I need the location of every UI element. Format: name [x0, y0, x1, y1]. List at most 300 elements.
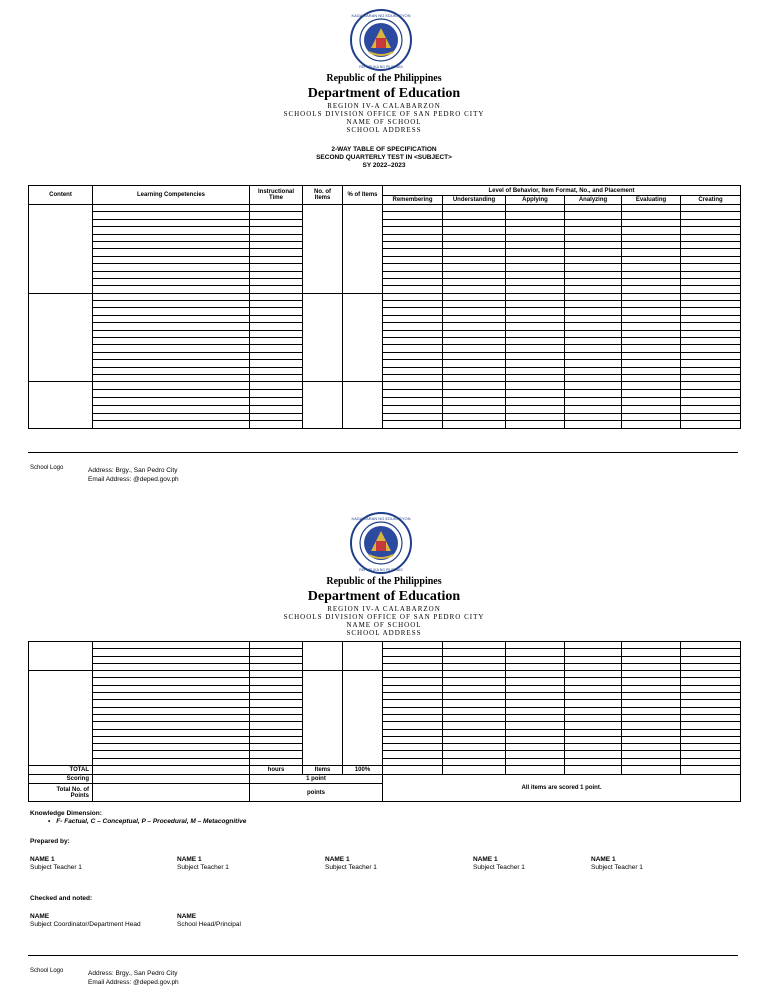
time-cell	[250, 758, 303, 765]
table-row	[29, 685, 741, 692]
prepared-by-label: Prepared by:	[30, 838, 70, 845]
school-address-text: SCHOOL ADDRESS	[346, 629, 422, 637]
level-cell	[565, 249, 622, 256]
total-points-label: Total No. of Points	[29, 784, 93, 802]
table-row	[29, 352, 741, 359]
level-cell	[506, 323, 565, 330]
competency-cell	[93, 308, 250, 315]
level-cell	[565, 330, 622, 337]
table-row	[29, 678, 741, 685]
competency-cell	[93, 330, 250, 337]
competency-cell	[93, 286, 250, 293]
time-cell	[250, 234, 303, 241]
level-cell	[443, 330, 506, 337]
level-cell	[383, 766, 443, 775]
level-cell	[443, 678, 506, 685]
competency-cell	[93, 278, 250, 285]
footer-contact	[88, 969, 179, 987]
document-title	[0, 146, 768, 170]
footer-address: Address: Brgy., San Pedro City	[88, 467, 178, 474]
content-cell	[29, 642, 93, 671]
scoring-blank	[93, 775, 250, 784]
level-cell	[506, 707, 565, 714]
prepared-signatory: NAME 1 Subject Teacher 1	[591, 856, 643, 871]
competency-cell	[93, 678, 250, 685]
level-cell	[681, 421, 741, 429]
level-cell	[622, 374, 681, 381]
competency-cell	[93, 360, 250, 367]
total-row	[29, 766, 741, 775]
level-cell	[681, 751, 741, 758]
competency-cell	[93, 656, 250, 663]
competency-cell	[93, 256, 250, 263]
level-cell	[383, 693, 443, 700]
time-cell	[250, 212, 303, 219]
level-cell	[565, 751, 622, 758]
level-cell	[622, 367, 681, 374]
level-cell	[622, 360, 681, 367]
competency-cell	[93, 301, 250, 308]
level-cell	[681, 293, 741, 300]
level-cell	[622, 227, 681, 234]
level-cell	[443, 656, 506, 663]
level-cell	[681, 663, 741, 670]
level-cell	[565, 744, 622, 751]
competency-cell	[93, 729, 250, 736]
level-cell	[565, 707, 622, 714]
time-cell	[250, 301, 303, 308]
level-cell	[681, 700, 741, 707]
competency-cell	[93, 736, 250, 743]
level-cell	[565, 382, 622, 390]
level-cell	[565, 390, 622, 398]
content-cell	[29, 671, 93, 766]
level-cell	[622, 390, 681, 398]
evaluating-header: Evaluating	[622, 196, 681, 205]
time-cell	[250, 671, 303, 678]
scoring-label: Scoring	[29, 775, 93, 784]
region-text: REGION IV-A CALABARZON	[327, 605, 441, 613]
level-cell	[622, 736, 681, 743]
level-cell	[565, 323, 622, 330]
level-cell	[506, 293, 565, 300]
table-row	[29, 286, 741, 293]
level-cell	[506, 308, 565, 315]
level-cell	[506, 286, 565, 293]
time-cell	[250, 249, 303, 256]
level-cell	[443, 700, 506, 707]
competency-cell	[93, 714, 250, 721]
table-row	[29, 264, 741, 271]
level-cell	[565, 227, 622, 234]
level-cell	[681, 642, 741, 649]
level-cell	[681, 685, 741, 692]
competency-cell	[93, 315, 250, 322]
level-cell	[565, 360, 622, 367]
time-cell	[250, 219, 303, 226]
level-cell	[565, 367, 622, 374]
level-cell	[565, 397, 622, 405]
level-cell	[506, 227, 565, 234]
level-cell	[565, 278, 622, 285]
time-cell	[250, 729, 303, 736]
level-cell	[506, 278, 565, 285]
time-cell	[250, 405, 303, 413]
school-name-text: NAME OF SCHOOL	[346, 118, 422, 126]
competency-cell	[93, 421, 250, 429]
level-cell	[383, 736, 443, 743]
level-cell	[506, 219, 565, 226]
office-block	[0, 605, 768, 637]
level-cell	[681, 397, 741, 405]
time-cell	[250, 323, 303, 330]
competency-cell	[93, 693, 250, 700]
level-cell	[506, 656, 565, 663]
level-cell	[565, 714, 622, 721]
level-cell	[622, 421, 681, 429]
title-line-2: SECOND QUARTERLY TEST IN <SUBJECT>	[316, 154, 452, 161]
level-cell	[443, 315, 506, 322]
time-cell	[250, 656, 303, 663]
table-row	[29, 736, 741, 743]
time-cell	[250, 649, 303, 656]
level-cell	[443, 722, 506, 729]
level-cell	[383, 397, 443, 405]
footer-email: Email Address: @deped.gov.ph	[88, 476, 179, 483]
level-cell	[443, 693, 506, 700]
level-cell	[443, 382, 506, 390]
level-cell	[565, 308, 622, 315]
level-cell	[681, 693, 741, 700]
level-cell	[622, 219, 681, 226]
table-row	[29, 397, 741, 405]
level-cell	[383, 205, 443, 212]
level-cell	[443, 413, 506, 421]
level-cell	[443, 323, 506, 330]
level-cell	[506, 736, 565, 743]
time-cell	[250, 714, 303, 721]
table-row	[29, 421, 741, 429]
competency-cell	[93, 338, 250, 345]
level-cell	[565, 413, 622, 421]
time-cell	[250, 345, 303, 352]
level-cell	[681, 308, 741, 315]
level-cell	[565, 286, 622, 293]
instructional-time-header: Instructional Time	[250, 186, 303, 205]
table-row	[29, 205, 741, 212]
level-cell	[622, 693, 681, 700]
department-title: Department of Education	[307, 589, 461, 604]
table-row	[29, 212, 741, 219]
level-cell	[565, 405, 622, 413]
table-row	[29, 308, 741, 315]
level-cell	[622, 264, 681, 271]
table-row	[29, 642, 741, 649]
knowledge-dimension-label: Knowledge Dimension:	[30, 810, 102, 817]
level-cell	[383, 707, 443, 714]
level-cell	[681, 205, 741, 212]
time-cell	[250, 707, 303, 714]
level-cell	[443, 751, 506, 758]
percent-items-header: % of Items	[343, 186, 383, 205]
level-cell	[622, 642, 681, 649]
time-cell	[250, 330, 303, 337]
level-cell	[565, 766, 622, 775]
table-row	[29, 751, 741, 758]
creating-header: Creating	[681, 196, 741, 205]
level-cell	[383, 345, 443, 352]
level-cell	[622, 330, 681, 337]
level-cell	[383, 751, 443, 758]
level-cell	[565, 212, 622, 219]
level-cell	[622, 315, 681, 322]
percent-cell	[343, 642, 383, 671]
total-label: TOTAL	[29, 766, 93, 775]
level-cell	[506, 685, 565, 692]
level-cell	[622, 397, 681, 405]
level-cell	[383, 758, 443, 765]
items-cell	[303, 671, 343, 766]
level-cell	[681, 722, 741, 729]
level-cell	[506, 249, 565, 256]
level-cell	[622, 678, 681, 685]
level-cell	[383, 352, 443, 359]
level-cell	[383, 360, 443, 367]
level-cell	[622, 234, 681, 241]
level-cell	[622, 382, 681, 390]
total-percent: 100%	[343, 766, 383, 775]
no-of-items-header: No. of Items	[303, 186, 343, 205]
time-cell	[250, 286, 303, 293]
level-cell	[622, 205, 681, 212]
level-cell	[622, 241, 681, 248]
level-cell	[622, 685, 681, 692]
analyzing-header: Analyzing	[565, 196, 622, 205]
level-cell	[565, 219, 622, 226]
level-cell	[681, 649, 741, 656]
time-cell	[250, 744, 303, 751]
level-cell	[383, 323, 443, 330]
level-cell	[383, 722, 443, 729]
level-cell	[506, 744, 565, 751]
table-row	[29, 338, 741, 345]
level-cell	[506, 671, 565, 678]
level-cell	[506, 700, 565, 707]
competency-cell	[93, 751, 250, 758]
level-cell	[443, 205, 506, 212]
level-cell	[622, 758, 681, 765]
time-cell	[250, 352, 303, 359]
level-cell	[506, 212, 565, 219]
competency-cell	[93, 413, 250, 421]
remembering-header: Remembering	[383, 196, 443, 205]
level-cell	[681, 736, 741, 743]
level-cell	[506, 382, 565, 390]
total-points-value: points	[250, 784, 383, 802]
table-row	[29, 758, 741, 765]
level-cell	[383, 678, 443, 685]
level-cell	[681, 405, 741, 413]
level-cell	[443, 241, 506, 248]
school-name-text: NAME OF SCHOOL	[346, 621, 422, 629]
level-cell	[506, 264, 565, 271]
level-cell	[622, 405, 681, 413]
level-cell	[681, 249, 741, 256]
items-cell	[303, 293, 343, 382]
level-cell	[443, 642, 506, 649]
level-cell	[443, 219, 506, 226]
competency-cell	[93, 685, 250, 692]
content-cell	[29, 382, 93, 429]
level-cell	[383, 744, 443, 751]
deped-seal	[349, 8, 413, 72]
level-cell	[565, 205, 622, 212]
competency-cell	[93, 205, 250, 212]
level-cell	[383, 264, 443, 271]
title-line-1: 2-WAY TABLE OF SPECIFICATION	[331, 146, 437, 153]
level-cell	[383, 700, 443, 707]
level-cell	[506, 413, 565, 421]
level-cell	[681, 678, 741, 685]
level-cell	[622, 212, 681, 219]
level-cell	[565, 293, 622, 300]
competency-cell	[93, 264, 250, 271]
level-cell	[383, 649, 443, 656]
table-row	[29, 241, 741, 248]
level-cell	[506, 367, 565, 374]
checked-signatory: NAME Subject Coordinator/Department Head	[30, 913, 141, 928]
level-cell	[443, 374, 506, 381]
level-cell	[565, 301, 622, 308]
level-cell	[622, 700, 681, 707]
level-cell	[443, 256, 506, 263]
level-cell	[383, 241, 443, 248]
time-cell	[250, 736, 303, 743]
level-cell	[443, 685, 506, 692]
table-row	[29, 707, 741, 714]
level-cell	[383, 219, 443, 226]
level-cell	[383, 671, 443, 678]
level-cell	[443, 744, 506, 751]
competency-cell	[93, 671, 250, 678]
level-cell	[506, 271, 565, 278]
table-row	[29, 234, 741, 241]
level-cell	[622, 278, 681, 285]
time-cell	[250, 413, 303, 421]
table-row	[29, 722, 741, 729]
level-cell	[506, 729, 565, 736]
level-cell	[622, 766, 681, 775]
level-cell	[506, 751, 565, 758]
table-row	[29, 671, 741, 678]
total-hours: hours	[250, 766, 303, 775]
bullet-icon: •	[48, 818, 51, 825]
level-cell	[383, 315, 443, 322]
level-cell	[565, 700, 622, 707]
level-cell	[443, 293, 506, 300]
level-cell	[565, 685, 622, 692]
level-cell	[443, 345, 506, 352]
level-cell	[565, 241, 622, 248]
level-cell	[383, 301, 443, 308]
competency-cell	[93, 405, 250, 413]
prepared-signatory: NAME 1 Subject Teacher 1	[177, 856, 229, 871]
scoring-row	[29, 775, 741, 784]
competency-cell	[93, 382, 250, 390]
level-cell	[383, 367, 443, 374]
level-cell	[622, 649, 681, 656]
level-cell	[622, 308, 681, 315]
level-cell	[681, 338, 741, 345]
level-cell	[383, 374, 443, 381]
level-cell	[506, 693, 565, 700]
table-row	[29, 227, 741, 234]
level-cell	[383, 642, 443, 649]
level-cell	[622, 345, 681, 352]
time-cell	[250, 397, 303, 405]
footer-divider	[28, 955, 738, 956]
level-cell	[565, 678, 622, 685]
level-cell	[383, 278, 443, 285]
level-cell	[506, 642, 565, 649]
table-row	[29, 405, 741, 413]
level-cell	[622, 271, 681, 278]
level-cell	[681, 390, 741, 398]
level-cell	[506, 241, 565, 248]
level-cell	[681, 330, 741, 337]
applying-header: Applying	[506, 196, 565, 205]
level-cell	[443, 360, 506, 367]
competency-cell	[93, 744, 250, 751]
total-competencies	[93, 766, 250, 775]
seal-top-text: KAGAWARAN NG EDUKASYON	[351, 13, 411, 18]
table-row	[29, 330, 741, 337]
level-cell	[681, 323, 741, 330]
seal-bottom-text: REPUBLIKA NG PILIPINAS	[359, 568, 403, 572]
level-cell	[681, 729, 741, 736]
prepared-signatory: NAME 1 Subject Teacher 1	[325, 856, 377, 871]
level-cell	[506, 360, 565, 367]
level-cell	[443, 249, 506, 256]
checked-signatory: NAME School Head/Principal	[177, 913, 241, 928]
table-row	[29, 744, 741, 751]
items-cell	[303, 382, 343, 429]
level-cell	[565, 315, 622, 322]
republic-text: Republic of the Philippines	[326, 576, 442, 587]
level-cell	[622, 751, 681, 758]
level-cell	[383, 249, 443, 256]
level-cell	[443, 286, 506, 293]
level-cell	[443, 663, 506, 670]
table-row	[29, 656, 741, 663]
level-cell	[565, 352, 622, 359]
percent-cell	[343, 671, 383, 766]
time-cell	[250, 360, 303, 367]
deped-seal	[349, 511, 413, 575]
footer-email: Email Address: @deped.gov.ph	[88, 979, 179, 986]
table-row	[29, 649, 741, 656]
level-cell	[506, 663, 565, 670]
competency-cell	[93, 212, 250, 219]
level-cell	[622, 714, 681, 721]
content-cell	[29, 205, 93, 294]
level-cell	[681, 227, 741, 234]
competency-cell	[93, 722, 250, 729]
level-cell	[681, 374, 741, 381]
level-cell	[383, 212, 443, 219]
level-cell	[383, 714, 443, 721]
tos-table-page-2	[28, 641, 741, 802]
